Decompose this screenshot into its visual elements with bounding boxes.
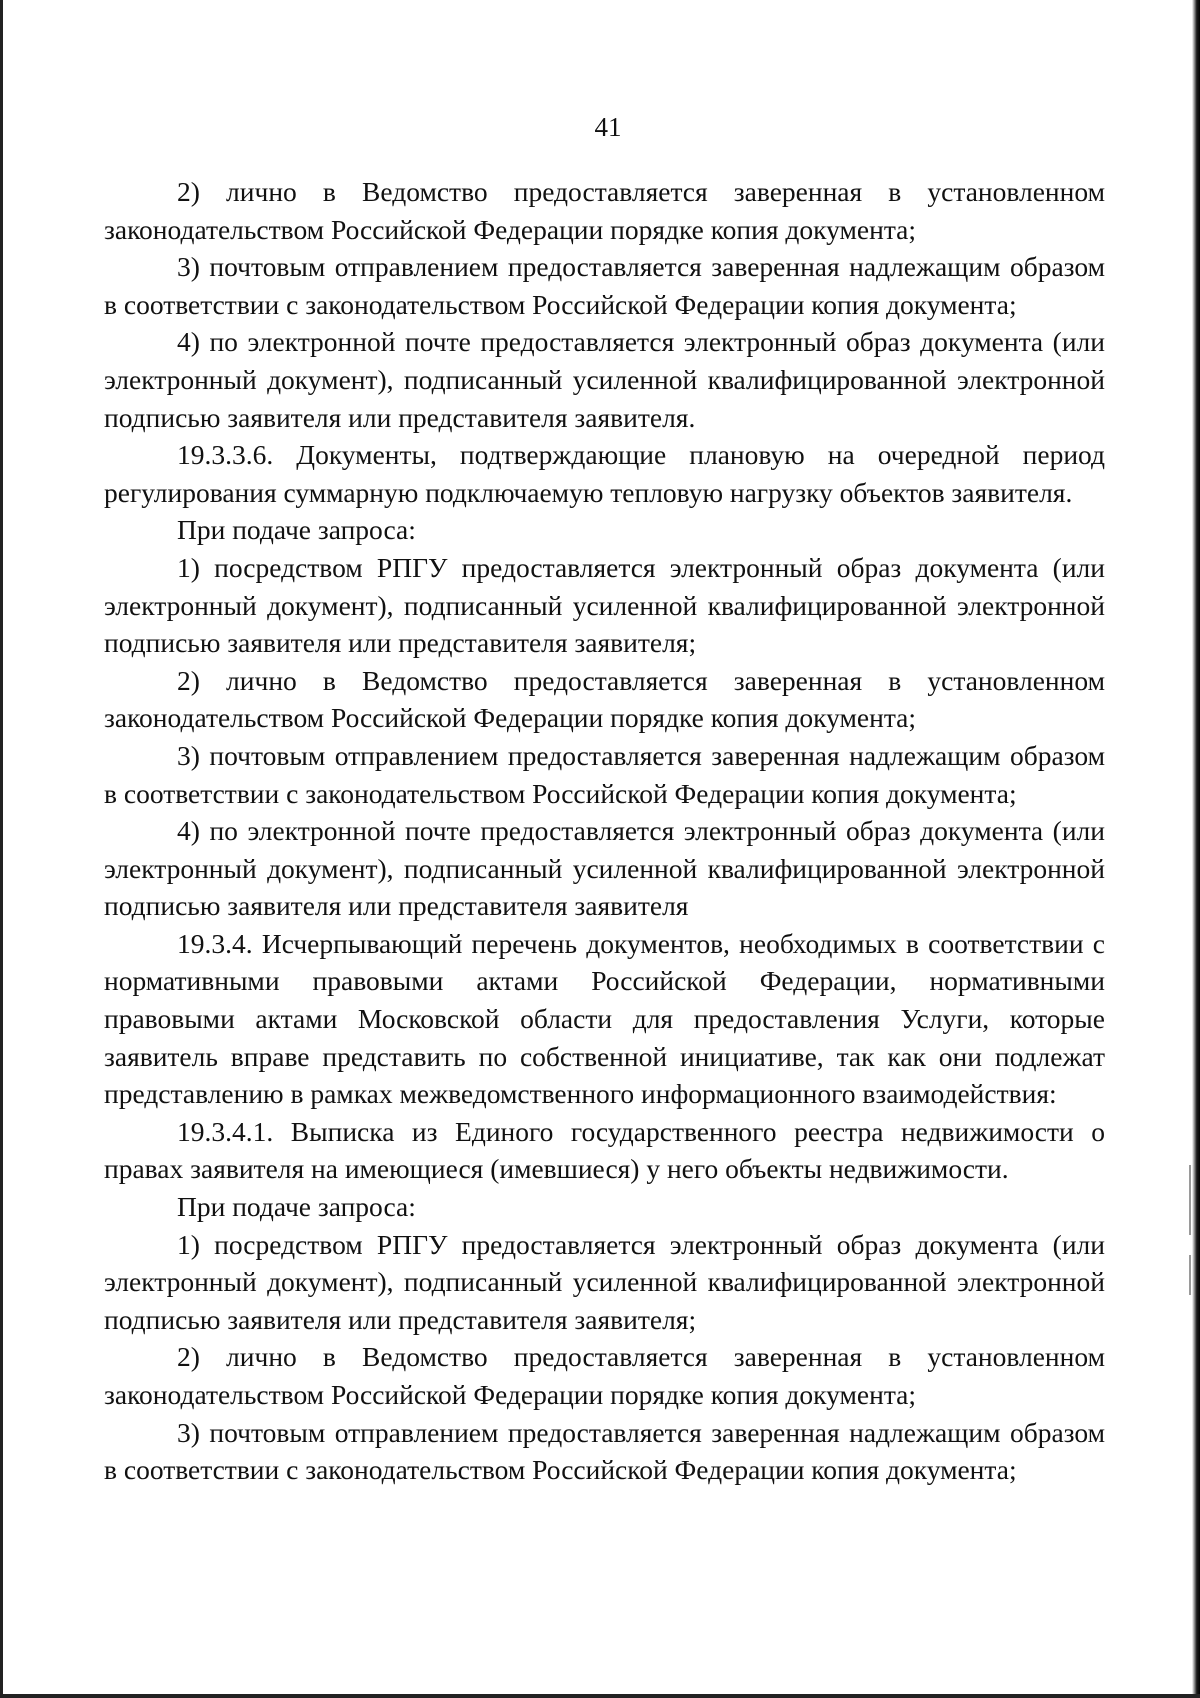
paragraph: 2) лично в Ведомство предоставляется заверенная в установленном законодательством Российской Федерации порядке копия документа; <box>104 664 1105 734</box>
paragraph: 2) лично в Ведомство предоставляется заверенная в установленном законодательством Российской Федерации порядке копия документа; <box>104 1341 1105 1410</box>
paragraph: 3) почтовым отправлением предоставляется заверенная надлежащим образом в соответствии с законодательством Российской Федерации копия документа; <box>104 1416 1105 1486</box>
scan-edge-right <box>1192 0 1200 1698</box>
scan-artifact-line <box>1189 1255 1191 1295</box>
paragraph: 2) лично в Ведомство предоставляется заверенная в установленном законодательством Российской Федерации порядке копия документа; <box>104 176 1105 245</box>
paragraph: 1) посредством РПГУ предоставляется электронный образ документа (или электронный документ), подписанный усиленной квалифицированной электронной подписью заявителя или представителя заявителя; <box>104 551 1105 659</box>
scan-edge-left <box>0 0 3 1698</box>
page-number: 41 <box>594 112 622 142</box>
paragraph: 4) по электронной почте предоставляется электронный образ документа (или электронный документ), подписанный усиленной квалифицированной электронной подписью заявителя или представителя заявителя <box>104 815 1105 922</box>
paragraph: 3) почтовым отправлением предоставляется заверенная надлежащим образом в соответствии с законодательством Российской Федерации копия документа; <box>104 251 1105 320</box>
paragraph: 19.3.3.6. Документы, подтверждающие плановую на очередной период регулирования суммарную подключаемую тепловую нагрузку объектов заявителя. <box>104 439 1105 508</box>
paragraph: При подаче запроса: <box>177 514 416 546</box>
paragraph: 19.3.4. Исчерпывающий перечень документов, необходимых в соответствии с нормативными правовыми актами Российской Федерации, нормативными правовыми актами Московской области для предоставления Услуги, которые заявитель вправе представить по собственной инициативе, так как они подлежат представлению в рамках межведомственного информационного взаимодействия: <box>104 927 1105 1110</box>
scan-artifact-line <box>1189 1165 1191 1235</box>
paragraph: 3) почтовым отправлением предоставляется заверенная надлежащим образом в соответствии с законодательством Российской Федерации копия документа; <box>104 739 1105 809</box>
paragraph: 19.3.4.1. Выписка из Единого государственного реестра недвижимости о правах заявителя на имеющиеся (имевшиеся) у него объекты недвижимости. <box>104 1115 1105 1185</box>
document-body <box>104 173 1105 1489</box>
paragraph: 4) по электронной почте предоставляется электронный образ документа (или электронный документ), подписанный усиленной квалифицированной электронной подписью заявителя или представителя заявителя. <box>104 326 1105 433</box>
paragraph: При подаче запроса: <box>177 1191 416 1223</box>
scan-edge-bottom <box>0 1694 1200 1698</box>
paragraph: 1) посредством РПГУ предоставляется электронный образ документа (или электронный документ), подписанный усиленной квалифицированной электронной подписью заявителя или представителя заявителя; <box>104 1228 1105 1335</box>
